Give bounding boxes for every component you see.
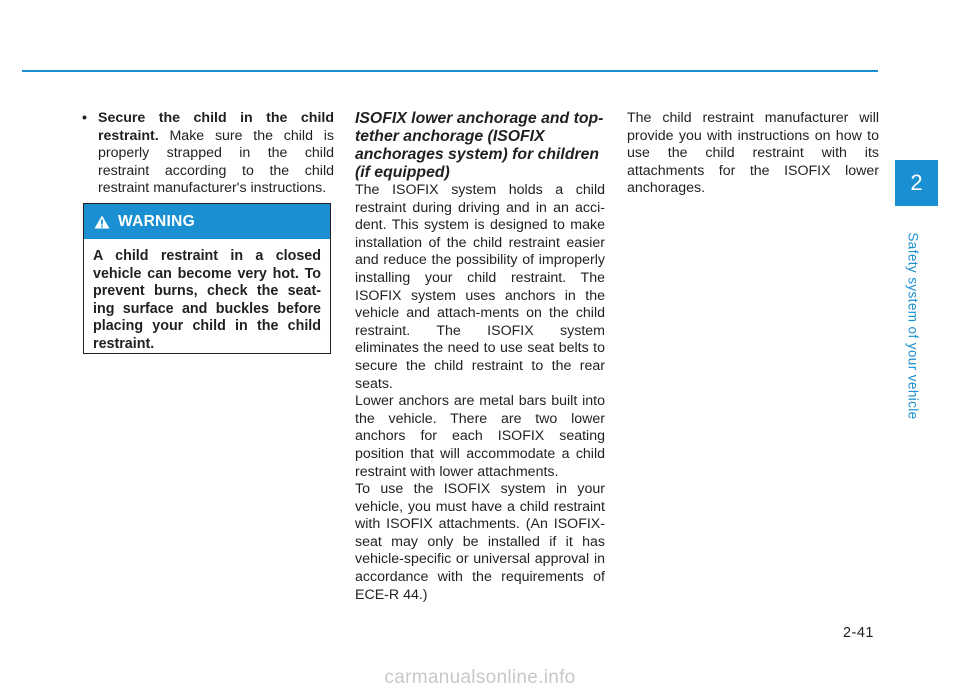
right-column	[627, 110, 879, 198]
chapter-number: 2	[910, 170, 923, 195]
warning-header	[84, 204, 330, 239]
warning-triangle-icon	[94, 215, 110, 229]
middle-column	[355, 110, 605, 604]
paragraph-1: The ISOFIX system holds a child restraint during driving and in an acci-dent. This system is designed to make installation of the child restraint easier and reduce the possibility of improperly installing your child restraint. The ISOFIX system uses anchors in the vehicle and attach-ments on the child restraint. The ISOFIX system eliminates the need to use seat belts to secure the child restraint to the rear seats.	[355, 182, 605, 392]
paragraph-3: To use the ISOFIX system in your vehicle, you must have a child restraint with ISOFIX attachments. (An ISOFIX-seat may only be installed if it has vehicle-specific or universal approval in accordance with the requirements of ECE-R 44.)	[355, 481, 605, 603]
paragraph-4: The child restraint manufacturer will provide you with instructions on how to use the child restraint with its attachments for the ISOFIX lower anchorages.	[627, 110, 879, 197]
section-title: ISOFIX lower anchorage and top-tether anchorage (ISOFIX anchorages system) for children (if equipped)	[355, 110, 604, 181]
warning-label: WARNING	[118, 212, 196, 230]
bullet-lead: Secure the child in the child restraint.	[98, 110, 334, 144]
top-rule	[22, 70, 878, 72]
chapter-tab	[895, 160, 938, 206]
bullet-item	[82, 110, 334, 198]
warning-body: A child restraint in a closed vehicle can become very hot. To prevent burns, check the seat-ing surface and buckles before placing your child in the child restraint.	[93, 248, 321, 352]
watermark: carmanualsonline.info	[384, 667, 576, 688]
paragraph-2: Lower anchors are metal bars built into the vehicle. There are two lower anchors for each ISOFIX seating position that will accommodate a child restraint with lower attachments.	[355, 393, 605, 480]
page-number: 2-41	[842, 625, 874, 641]
bullet-text: Make sure the child is properly strapped in the child restraint according to the child restraint manufacturer's instructions.	[98, 127, 334, 197]
chapter-title: Safety system of your vehicle	[905, 232, 921, 420]
warning-box	[83, 203, 331, 354]
bullet-dot: •	[82, 110, 87, 126]
left-column	[82, 110, 334, 198]
